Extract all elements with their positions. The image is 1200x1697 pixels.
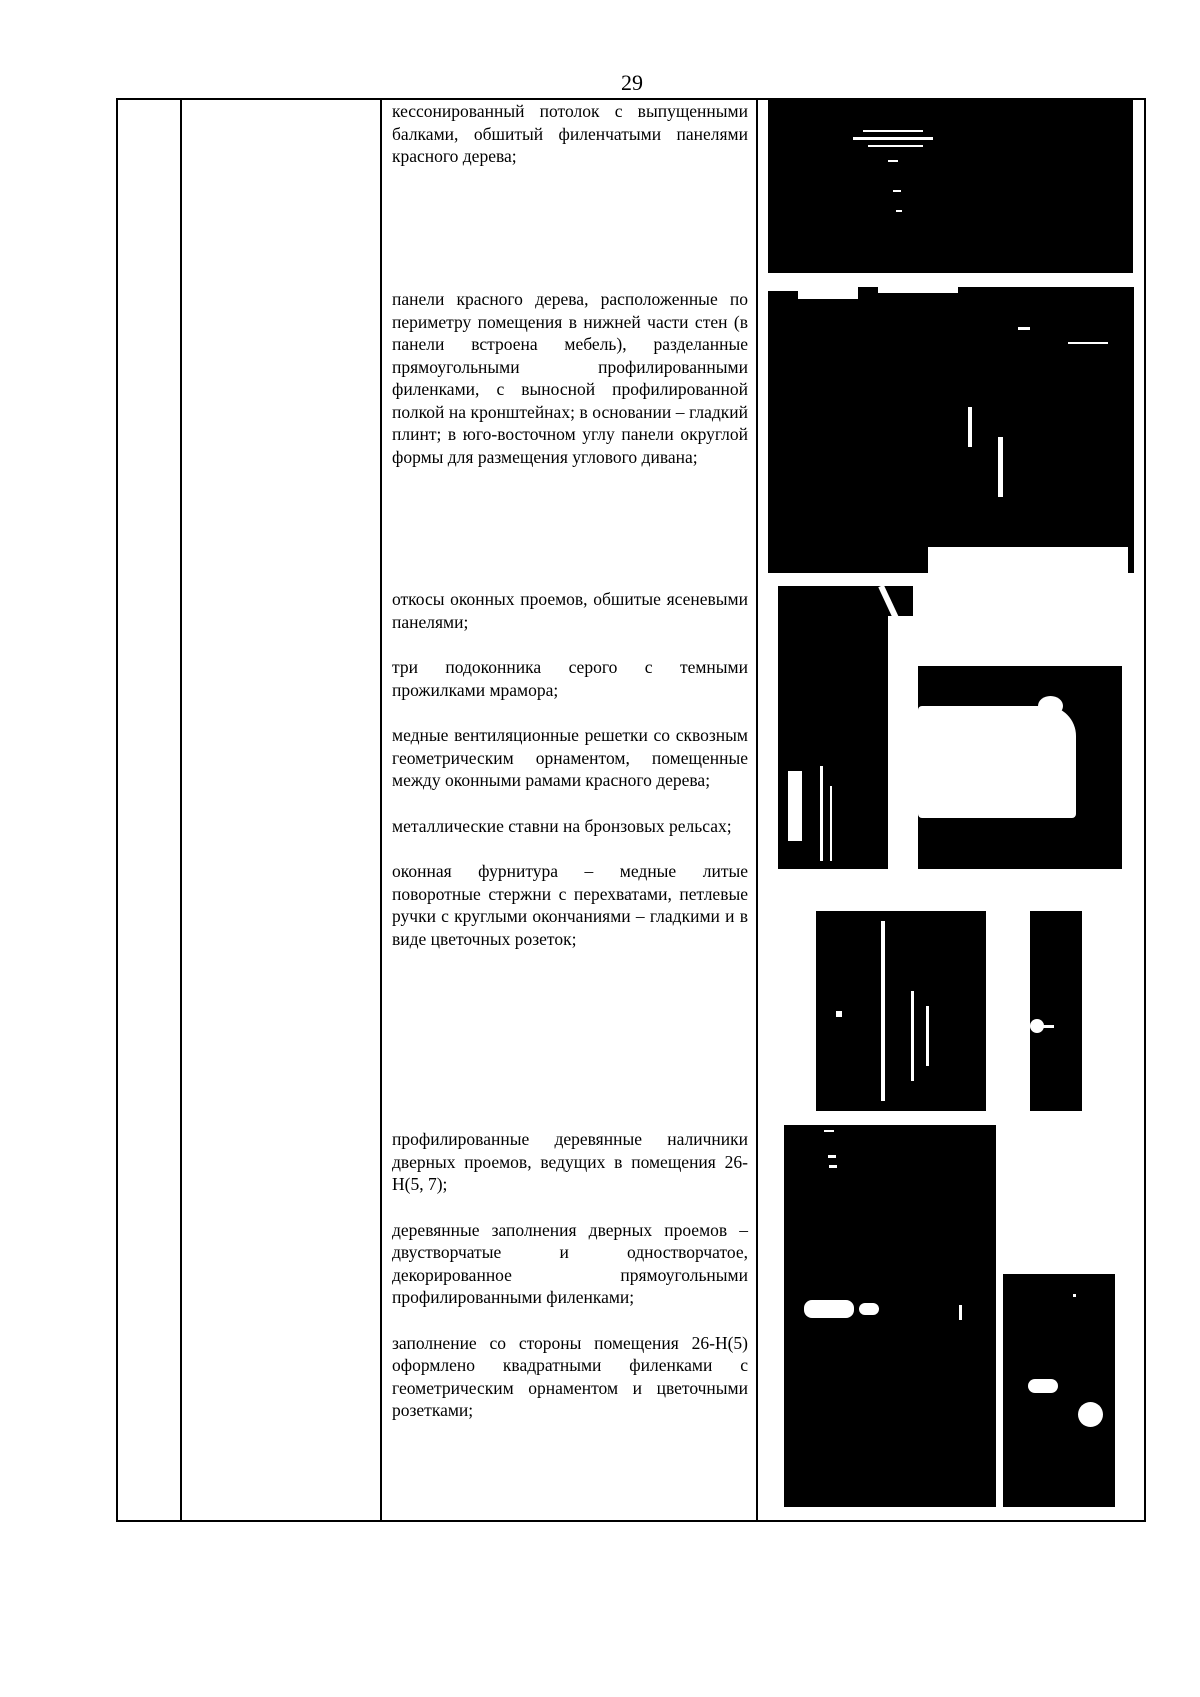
column-divider-2 bbox=[380, 98, 382, 1522]
paragraph-door-leaves: деревянные заполнения дверных проемов – двустворчатые и одностворчатое, декорированное прямоугольными профилированными филенками; bbox=[392, 1219, 748, 1307]
photo-windowsill bbox=[918, 666, 1122, 869]
paragraph-window-hardware: оконная фурнитура – медные литые поворотные стержни с перехватами, петлевые ручки с круглыми окончаниями – гладкими и в виде цветочных розеток; bbox=[392, 861, 748, 949]
paragraph-ceiling: кессонированный потолок с выпущенными балками, обшитый филенчатыми панелями красного дерева; bbox=[392, 101, 748, 166]
paragraph-windowsills: три подоконника серого с темными прожилками мрамора; bbox=[392, 657, 748, 700]
paragraph-shutters: металлические ставни на бронзовых рельсах; bbox=[392, 815, 732, 836]
photo-door-detail bbox=[1003, 1274, 1115, 1507]
text-block-ceiling bbox=[392, 100, 748, 168]
column-divider-3 bbox=[756, 98, 758, 1522]
paragraph-vent-grilles: медные вентиляционные решетки со сквозным геометрическим орнаментом, помещенные между оконными рамами красного дерева; bbox=[392, 725, 748, 790]
paragraph-door-casings: профилированные деревянные наличники дверных проемов, ведущих в помещения 26-Н(5, 7); bbox=[392, 1129, 748, 1194]
page-number: 29 bbox=[621, 70, 643, 95]
text-block-panels bbox=[392, 288, 748, 468]
photo-door bbox=[784, 1125, 996, 1507]
text-block-windows bbox=[392, 588, 748, 950]
photo-window-handle-knob bbox=[1030, 911, 1082, 1111]
photo-window-hardware bbox=[816, 911, 986, 1111]
photo-window-reveal bbox=[778, 586, 913, 869]
text-block-doors bbox=[392, 1128, 748, 1422]
column-divider-1 bbox=[180, 98, 182, 1522]
paragraph-window-reveals: откосы оконных проемов, обшитые ясеневыми панелями; bbox=[392, 589, 748, 632]
paragraph-door-room-side: заполнение со стороны помещения 26-Н(5) оформлено квадратными филенками с геометрическим орнаментом и цветочными розетками; bbox=[392, 1332, 748, 1420]
photo-wall-panels bbox=[768, 287, 1134, 573]
photo-ceiling bbox=[768, 100, 1133, 273]
paragraph-panels: панели красного дерева, расположенные по периметру помещения в нижней части стен (в панели встроена мебель), разделанные прямоугольными профилированными филенками, с выносной профилированной полкой на кронштейнах; в основании – гладкий плинт; в юго-восточном углу панели округлой формы для размещения углового дивана; bbox=[392, 289, 748, 467]
